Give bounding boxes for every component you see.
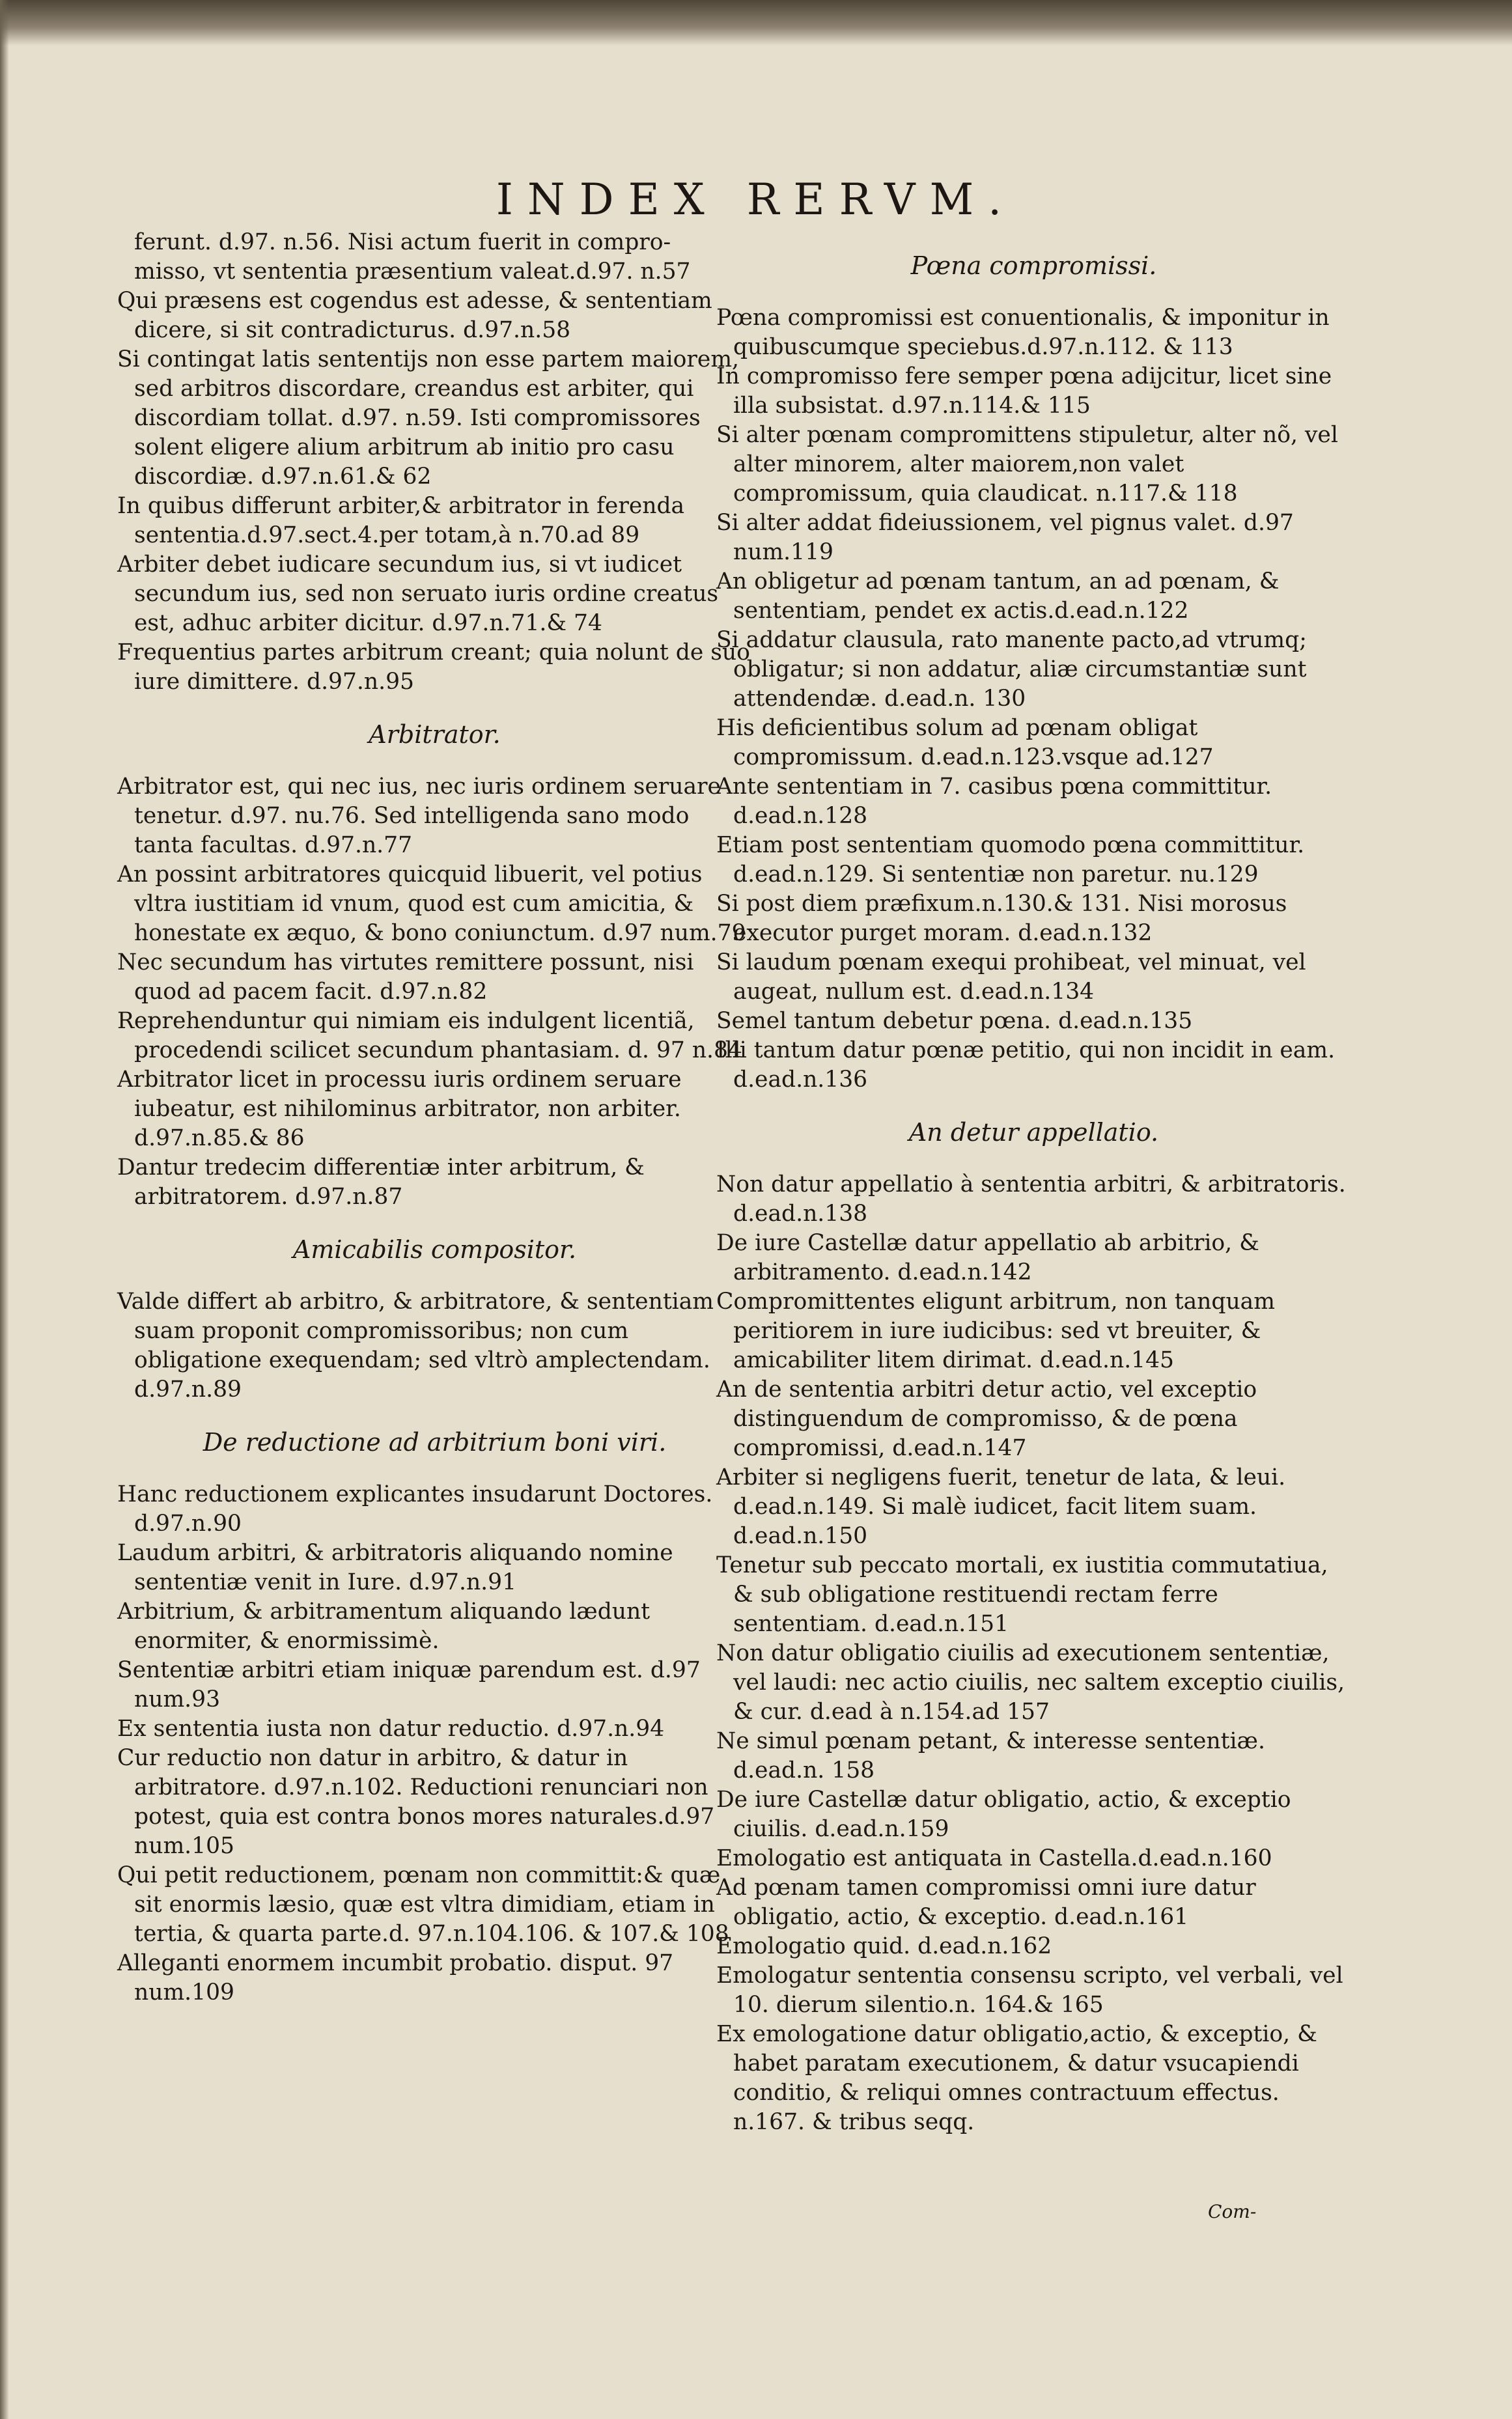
index-entry: Si contingat latis sententijs non esse partem maiorem, sed arbitros discordare, creandus est arbiter, qui discordiam tollat. d.97. n.59. Isti compromissores solent eligere alium arbitrum ab initio pro casu discordiæ. d.97.n.61.& 62 xyxy=(117,346,739,490)
index-entry: Si alter addat fideiussionem, vel pignus valet. d.97 num.119 xyxy=(716,510,1294,565)
index-entry: Ex emologatione datur obligatio,actio, & exceptio, & habet paratam executionem, & datur vsucapiendi conditio, & reliqui omnes contractuum effectus. n.167. & tribus seqq. xyxy=(716,2021,1317,2135)
index-entry: Arbiter debet iudicare secundum ius, si vt iudicet secundum ius, sed non seruato iuris ordine creatus est, adhuc arbiter dicitur. d.97.n.71.& 74 xyxy=(117,552,719,636)
index-entry: De iure Castellæ datur appellatio ab arbitrio, & arbitramento. d.ead.n.142 xyxy=(716,1230,1259,1285)
index-entry: Illi tantum datur pœnæ petitio, qui non incidit in eam. d.ead.n.136 xyxy=(716,1037,1336,1093)
index-entry: Valde differt ab arbitro, & arbitratore, & sententiam suam proponit compromissoribus; non cum obligatione exequendam; sed vltrò amplectendam. d.97.n.89 xyxy=(117,1289,714,1403)
section-heading: De reductione ad arbitrium boni viri. xyxy=(203,1428,667,1457)
index-entry: Si alter pœnam compromittens stipuletur, alter nõ, vel alter minorem, alter maiorem,non valet compromissum, quia claudicat. n.117.& 118 xyxy=(716,422,1338,507)
index-entry: Etiam post sententiam quomodo pœna committitur. d.ead.n.129. Si sententiæ non paretur. nu.129 xyxy=(716,832,1305,888)
index-entry: An de sententia arbitri detur actio, vel exceptio distinguendum de compromisso, & de pœna compromissi, d.ead.n.147 xyxy=(716,1377,1257,1461)
page-left-edge xyxy=(0,0,9,2419)
index-entry: Semel tantum debetur pœna. d.ead.n.135 xyxy=(716,1008,1193,1034)
index-entry: Reprehenduntur qui nimiam eis indulgent licentiã, procedendi scilicet secundum phantasiam. d. 97 n.84 xyxy=(117,1008,742,1063)
index-entry: Qui præsens est cogendus est adesse, & sententiam dicere, si sit contradicturus. d.97.n.58 xyxy=(117,288,712,343)
catchword: Com- xyxy=(1208,2201,1257,2222)
index-entry: His deficientibus solum ad pœnam obligat compromissum. d.ead.n.123.vsque ad.127 xyxy=(716,715,1214,770)
index-entry: Nec secundum has virtutes remittere possunt, nisi quod ad pacem facit. d.97.n.82 xyxy=(117,949,694,1005)
index-entry: Pœna compromissi est conuentionalis, & imponitur in quibuscumque speciebus.d.97.n.112. & 113 xyxy=(716,305,1330,360)
index-entry: Ne simul pœnam petant, & interesse sententiæ. d.ead.n. 158 xyxy=(716,1728,1265,1783)
index-entry: An possint arbitratores quicquid libuerit, vel potius vltra iustitiam id vnum, quod est cum amicitia, & honestate ex æquo, & bono coniunctum. d.97 num.79 xyxy=(117,861,746,946)
index-entry: Arbiter si negligens fuerit, tenetur de lata, & leui. d.ead.n.149. Si malè iudicet, facit litem suam. d.ead.n.150 xyxy=(716,1464,1286,1549)
index-entry: Arbitrator licet in processu iuris ordinem seruare iubeatur, est nihilominus arbitrator, non arbiter. d.97.n.85.& 86 xyxy=(117,1067,682,1151)
index-entry: In quibus differunt arbiter,& arbitrator in ferenda sententia.d.97.sect.4.per totam,à n.70.ad 89 xyxy=(117,493,685,548)
index-entry: Emologatur sententia consensu scripto, vel verbali, vel 10. dierum silentio.n. 164.& 165 xyxy=(716,1963,1343,2018)
index-entry: Qui petit reductionem, pœnam non committit:& quæ sit enormis læsio, quæ est vltra dimidiam, etiam in tertia, & quarta parte.d. 97.n.104.106. & 107.& 108 xyxy=(117,1862,729,1947)
index-entry: In compromisso fere semper pœna adijcitur, licet sine illa subsistat. d.97.n.114.& 115 xyxy=(716,363,1332,419)
index-entry: Si addatur clausula, rato manente pacto,ad vtrumq; obligatur; si non addatur, aliæ circumstantiæ sunt attendendæ. d.ead.n. 130 xyxy=(716,627,1307,712)
index-entry: Si post diem præfixum.n.130.& 131. Nisi morosus executor purget moram. d.ead.n.132 xyxy=(716,891,1287,946)
index-entry: Compromittentes eligunt arbitrum, non tanquam peritiorem in iure iudicibus: sed vt breuiter, & amicabiliter litem dirimat. d.ead.n.145 xyxy=(716,1289,1275,1373)
section-heading: Arbitrator. xyxy=(369,720,501,749)
index-entry: Si laudum pœnam exequi prohibeat, vel minuat, vel augeat, nullum est. d.ead.n.134 xyxy=(716,949,1306,1005)
index-entry: Ex sententia iusta non datur reductio. d.97.n.94 xyxy=(117,1716,665,1742)
index-entry: Dantur tredecim differentiæ inter arbitrum, & arbitratorem. d.97.n.87 xyxy=(117,1154,645,1210)
index-entry: Emologatio est antiquata in Castella.d.ead.n.160 xyxy=(716,1845,1272,1871)
left-column xyxy=(117,228,752,2007)
index-entry: Tenetur sub peccato mortali, ex iustitia commutatiua, & sub obligatione restituendi rectam ferre sententiam. d.ead.n.151 xyxy=(716,1552,1328,1637)
index-entry: Ad pœnam tamen compromissi omni iure datur obligatio, actio, & exceptio. d.ead.n.161 xyxy=(716,1875,1256,1930)
index-entry: De iure Castellæ datur obligatio, actio, & exceptio ciuilis. d.ead.n.159 xyxy=(716,1787,1291,1842)
index-entry: Cur reductio non datur in arbitro, & datur in arbitratore. d.97.n.102. Reductioni renunciari non potest, quia est contra bonos mores naturales.d.97 num.105 xyxy=(117,1745,715,1859)
page-top-shadow xyxy=(0,0,1512,46)
page-title: INDEX RERVM. xyxy=(496,175,1016,225)
index-entry: Ante sententiam in 7. casibus pœna committitur. d.ead.n.128 xyxy=(716,774,1272,829)
index-entry: Arbitrator est, qui nec ius, nec iuris ordinem seruare tenetur. d.97. nu.76. Sed intelligenda sano modo tanta facultas. d.97.n.77 xyxy=(117,774,721,858)
index-entry: Frequentius partes arbitrum creant; quia nolunt de suo iure dimittere. d.97.n.95 xyxy=(117,639,750,695)
index-entry: Hanc reductionem explicantes insudarunt Doctores. d.97.n.90 xyxy=(117,1481,713,1537)
index-entry: Sententiæ arbitri etiam iniquæ parendum est. d.97 num.93 xyxy=(117,1657,701,1713)
right-column xyxy=(716,228,1351,2137)
index-entry: Alleganti enormem incumbit probatio. disput. 97 num.109 xyxy=(117,1950,674,2006)
index-entry: ferunt. d.97. n.56. Nisi actum fuerit in compro- xyxy=(134,229,671,255)
index-entry: Non datur obligatio ciuilis ad executionem sententiæ, vel laudi: nec actio ciuilis, nec saltem exceptio ciuilis, & cur. d.ead à n.154.ad 157 xyxy=(716,1640,1345,1725)
index-entry: Emologatio quid. d.ead.n.162 xyxy=(716,1933,1052,1959)
index-entry: Laudum arbitri, & arbitratoris aliquando nomine sententiæ venit in Iure. d.97.n.91 xyxy=(117,1540,673,1595)
index-entry: misso, vt sententia præsentium valeat.d.97. n.57 xyxy=(134,259,691,285)
section-heading: An detur appellatio. xyxy=(908,1118,1159,1147)
index-entry: Arbitrium, & arbitramentum aliquando lædunt enormiter, & enormissimè. xyxy=(117,1599,651,1654)
section-heading: Amicabilis compositor. xyxy=(292,1235,577,1264)
index-entry: Non datur appellatio à sententia arbitri, & arbitratoris. d.ead.n.138 xyxy=(716,1171,1346,1227)
index-entry: An obligetur ad pœnam tantum, an ad pœnam, & sententiam, pendet ex actis.d.ead.n.122 xyxy=(716,568,1280,624)
section-heading: Pœna compromissi. xyxy=(910,251,1157,280)
